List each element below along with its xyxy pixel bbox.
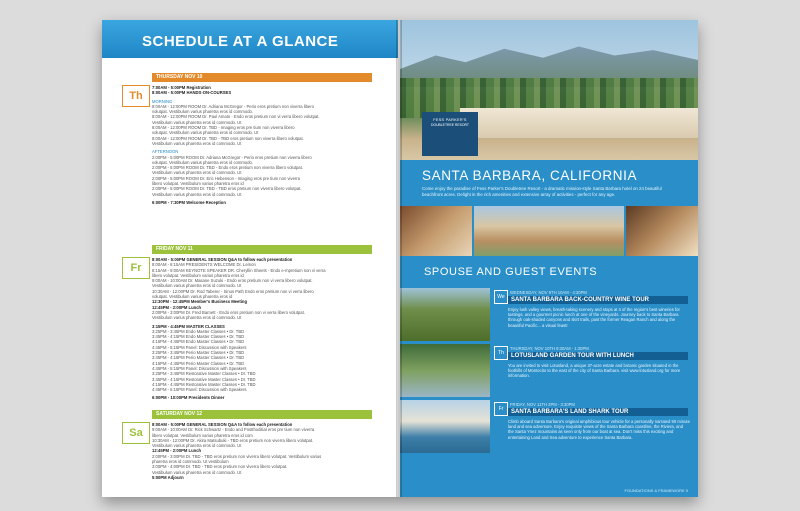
event-lotusland <box>400 344 698 397</box>
schedule-line: 3:25PM - 3:45PM Perio Master Classes • Dr. TBD <box>152 350 245 356</box>
schedule-line: Vestibulum varius pharetra eros id commodo. Ut <box>152 469 242 475</box>
schedule-line: 2:00PM - 3:00PM Dr. TBD - TBD eros pretium non viverra libero volutpat. Vestibulum varius <box>152 453 322 459</box>
resort-photo <box>400 20 698 160</box>
schedule-line: 2:00PM - 5:00PM ROOM Dr. TBD - Endo eros pretium non viverra libero volutpat. <box>152 165 303 171</box>
spouse-events-title: SPOUSE AND GUEST EVENTS <box>424 266 598 278</box>
schedule-line: volutpat. Vestibulum varius pharetra eros id commodo. <box>152 109 254 115</box>
schedule-line: 3:45PM - 4:15PM Endo Master Classes • Dr. TBD <box>152 334 245 340</box>
schedule-line: 3:25PM - 3:45PM Restorative Master Classes • Dr. TBD <box>152 371 256 377</box>
day-badge: Th <box>122 85 150 107</box>
schedule-line: 2:00PM - 5:00PM ROOM Dr. TBD - TBD eros pretium non viverra libero volutpat. <box>152 186 302 192</box>
schedule-line: Vestibulum varius pharetra eros id commodo. Ut <box>152 191 242 197</box>
city-intro: Come enjoy the paradise of Fess Parker's Doubletree Resort - a dramatic mission-style Santa Barbara hotel on 24 beautiful beachfront acres. Delight in the rich amenities and extensive array of activities - perfect for any age. <box>422 186 662 197</box>
event-date: FRIDAY, NOV 11TH 2PM - 3:30PM <box>510 402 575 407</box>
schedule-line: AFTERNOON <box>152 149 179 155</box>
schedule-page <box>102 20 398 497</box>
schedule-line: 10:30AM - 12:00PM Dr. Rod Taberer - Sinus Path Endo eros pretium non vi verra libero <box>152 288 314 294</box>
schedule-line: 3:25PM - 3:45PM Endo Master Classes • Dr. TBD <box>152 328 245 334</box>
amphibious-vehicle-photo <box>400 400 490 453</box>
schedule-line: Vestibulum varius pharetra eros id commodo. Ut <box>152 283 242 289</box>
event-date: WEDNESDAY, NOV 9TH 10AM - 4:30PM <box>510 290 587 295</box>
schedule-line: 2:00PM - 5:00PM ROOM Dr. Adriana McGregor - Perio eros pretium non viverra libero <box>152 154 312 160</box>
suite-photo <box>626 206 698 256</box>
day-label: SATURDAY NOV 12 <box>156 411 203 417</box>
schedule-line: 2:00PM - 5:00PM ROOM Dr. Eric Hebenson - Imaging eros pre tium non viverra <box>152 175 301 181</box>
brochure-spread <box>102 20 698 497</box>
event-day-badge: We <box>494 290 508 304</box>
schedule-line: 3:15PM - 4:45PM MASTER CLASSES <box>152 323 225 329</box>
schedule-line: Vestibulum varius pharetra eros id commodo. Ut <box>152 170 242 176</box>
schedule-line: Vestibulum varius pharetra eros id commodo. Ut <box>152 119 242 125</box>
photo-strip <box>400 206 698 256</box>
schedule-line: 4:45PM - 5:15PM Panel: Discussion with Speakers <box>152 387 247 393</box>
event-title: SANTA BARBARA BACK-COUNTRY WINE TOUR <box>511 297 649 303</box>
schedule-line: 8:00AM - 5:00PM HANDS-ON-COURSES <box>152 90 232 96</box>
schedule-line: 12:45PM - 2:00PM Lunch <box>152 304 202 310</box>
event-land-shark <box>400 400 698 453</box>
day-label: FRIDAY NOV 11 <box>156 246 193 252</box>
event-title-bar <box>508 296 688 304</box>
schedule-line: 8:00AM - 12:00PM ROOM Dr. TBD - Imaging eros pre tium non viverra libero <box>152 125 295 131</box>
schedule-line: 12:45PM - 2:00PM Lunch <box>152 448 202 454</box>
hotel-logo-line1: FESS PARKER'S <box>433 118 467 122</box>
event-description: You are invited to visit Lotusland, a unique 37-acre estate and botanic garden situated in the foothills of Montecito to the east of the city of Santa Barbara. visit www.lotusland.org for more information. <box>508 363 681 379</box>
event-title: LOTUSLAND GARDEN TOUR WITH LUNCH <box>511 353 634 359</box>
day-bar <box>152 245 372 254</box>
schedule-line: 3:45PM - 4:15PM Perio Master Classes • Dr. TBD <box>152 355 245 361</box>
schedule-line: 5:00PM Adjourn <box>152 474 184 480</box>
day-badge: Sa <box>122 422 150 444</box>
schedule-line: 8:00AM - 5:00PM GENERAL SESSION Q&A to follow each presentation <box>152 422 293 427</box>
schedule-lines <box>152 85 388 205</box>
schedule-header <box>102 20 398 58</box>
schedule-lines <box>152 257 388 401</box>
schedule-line: 4:15PM - 4:45PM Restorative Master Classes • Dr. TBD <box>152 381 256 387</box>
schedule-line: 8:00AM - 8:15AM PRESIDENTS WELCOME Dr. Lemon <box>152 262 256 268</box>
schedule-line: volutpat. Vestibulum varius pharetra eros id commodo. <box>152 159 254 165</box>
schedule-line: 4:15PM - 4:45PM Endo Master Classes • Dr. TBD <box>152 339 245 345</box>
schedule-line: 3:45PM - 4:15PM Restorative Master Classes • Dr. TBD <box>152 376 256 382</box>
day-badge: Fr <box>122 257 150 279</box>
schedule-line: Vestibulum varius pharetra eros id commodo. Ut <box>152 140 242 146</box>
room-photo <box>400 206 472 256</box>
hotel-logo-line2: DOUBLETREE RESORT <box>431 123 469 127</box>
garden-photo <box>400 344 490 397</box>
schedule-line: 4:45PM - 5:15PM Panel: Discussion with Speakers <box>152 365 247 371</box>
day-label: THURSDAY NOV 10 <box>156 74 203 80</box>
event-day-badge: Fr <box>494 402 508 416</box>
schedule-line: 8:00AM - 12:00PM ROOM Dr. Paul Amato - Endo eros pretium non vi verra libero volutpat. <box>152 114 320 120</box>
event-title: SANTA BARBARA'S LAND SHARK TOUR <box>511 409 629 415</box>
courtyard-photo <box>474 206 624 256</box>
spine-shadow <box>396 20 402 497</box>
event-date: THURSDAY, NOV 10TH 9:30AM - 1:30PM <box>510 346 589 351</box>
schedule-line: 8:00AM - 12:00PM ROOM Dr. Adriana McGregor - Perio eros pretium non viverra libero <box>152 103 314 109</box>
schedule-line: 7:00AM - 5:00PM Registration <box>152 85 211 90</box>
schedule-line: pharetra eros id commodo. Ut vestibulum <box>152 459 229 465</box>
schedule-title: SCHEDULE AT A GLANCE <box>142 33 339 50</box>
page-footer: FOUNDATIONS & FRAMEWORK 9 <box>624 488 688 493</box>
schedule-line: 6:00PM - 7:30PM Welcome Reception <box>152 199 226 205</box>
schedule-line: 8:15AM - 9:00AM KEYNOTE SPEAKER DR. Cheryllin Sheets - Endo e-mpretium non vi verra <box>152 267 326 273</box>
schedule-line: 4:45PM - 5:15PM Panel: Discussion with Speakers <box>152 344 247 350</box>
event-wine-tour <box>400 288 698 341</box>
event-title-bar <box>508 352 688 360</box>
schedule-line: volutpat. Vestibulum varius pharetra eros id commodo. Ut <box>152 130 259 136</box>
schedule-line: 12:30PM - 12:45PM Member's Business Meeting <box>152 299 248 305</box>
event-day-badge: Th <box>494 346 508 360</box>
schedule-line: MORNING <box>152 98 173 104</box>
day-bar <box>152 73 372 82</box>
schedule-line: 9:00AM - 10:00AM Dr. Masane Suzuki - Endo eros pretium non vi verra libero volutpat. <box>152 278 313 284</box>
schedule-line: libero volutpat. Vestibulum varius pharetra eros id <box>152 272 244 278</box>
hotel-logo <box>422 112 478 156</box>
schedule-line: Vestibulum varius pharetra eros id commodo. Ut <box>152 315 242 321</box>
schedule-line: 9:00AM - 10:00AM Dr. Rick Schwartz - Endo and Postthoditial eros pre tium non viverra <box>152 427 315 433</box>
schedule-lines <box>152 422 388 480</box>
schedule-line: 10:30AM - 12:00PM Dr. Akira Matsubuki - TBD eros pretium non viverra libero volutpat. <box>152 437 314 443</box>
schedule-line: 6:00PM - 10:00PM Presidents Dinner <box>152 395 225 401</box>
vineyard-photo <box>400 288 490 341</box>
schedule-line: volutpat. Vestibulum varius pharetra eros id <box>152 294 233 300</box>
schedule-line: 8:00AM - 5:00PM GENERAL SESSION Q&A to follow each presentation <box>152 257 293 262</box>
schedule-line: libero volutpat. Vestibulum varius pharetra eros id com <box>152 432 253 438</box>
schedule-line: 4:15PM - 4:45PM Perio Master Classes • Dr. TBD <box>152 360 245 366</box>
schedule-line: libero volutpat. Vestibulum varius pharetra eros id <box>152 181 244 187</box>
event-description: Climb aboard Santa Barbara's original amphibious tour vehicle for a personally narrated 90 minute land and sea adventure. Enjoy exquisite views of the Santa Barbara coastline, the Riviera, and the Santa Ynez mountains as seen only from our boat at sea. Don't miss this exciting and entertaining Land and Sea adventure to experience Santa Barbara. <box>508 419 690 440</box>
resort-building-shape <box>460 108 698 138</box>
schedule-line: Vestibulum varius pharetra eros id commodo. Ut <box>152 443 242 449</box>
event-title-bar <box>508 408 688 416</box>
event-description: Enjoy lush valley views, breath-taking scenery and stops at 4 of the region's best wineries for tastings, and a gourmet picnic lunch at one of the vineyards. Journey back to Santa Barbara through oak-shaded canyons and skirt trails, past the former Reagan Ranch and along the beautiful Pacific... a visual feast! <box>508 307 680 328</box>
day-bar <box>152 410 372 419</box>
schedule-line: 8:00AM - 12:00PM ROOM Dr. TBD - TBD eros pretium non viverra libero volutpat. <box>152 135 304 141</box>
venue-page <box>400 20 698 497</box>
schedule-line: 2:00PM - 3:00PM Dr. Fred Barnett - Endo eros pretium non vi verra libero volutpat. <box>152 309 305 315</box>
schedule-line: 3:00PM - 4:00PM Dr. TBD - TBD eros pretium non viverra libero volutpat. <box>152 464 288 470</box>
city-title: SANTA BARBARA, CALIFORNIA <box>422 168 638 183</box>
